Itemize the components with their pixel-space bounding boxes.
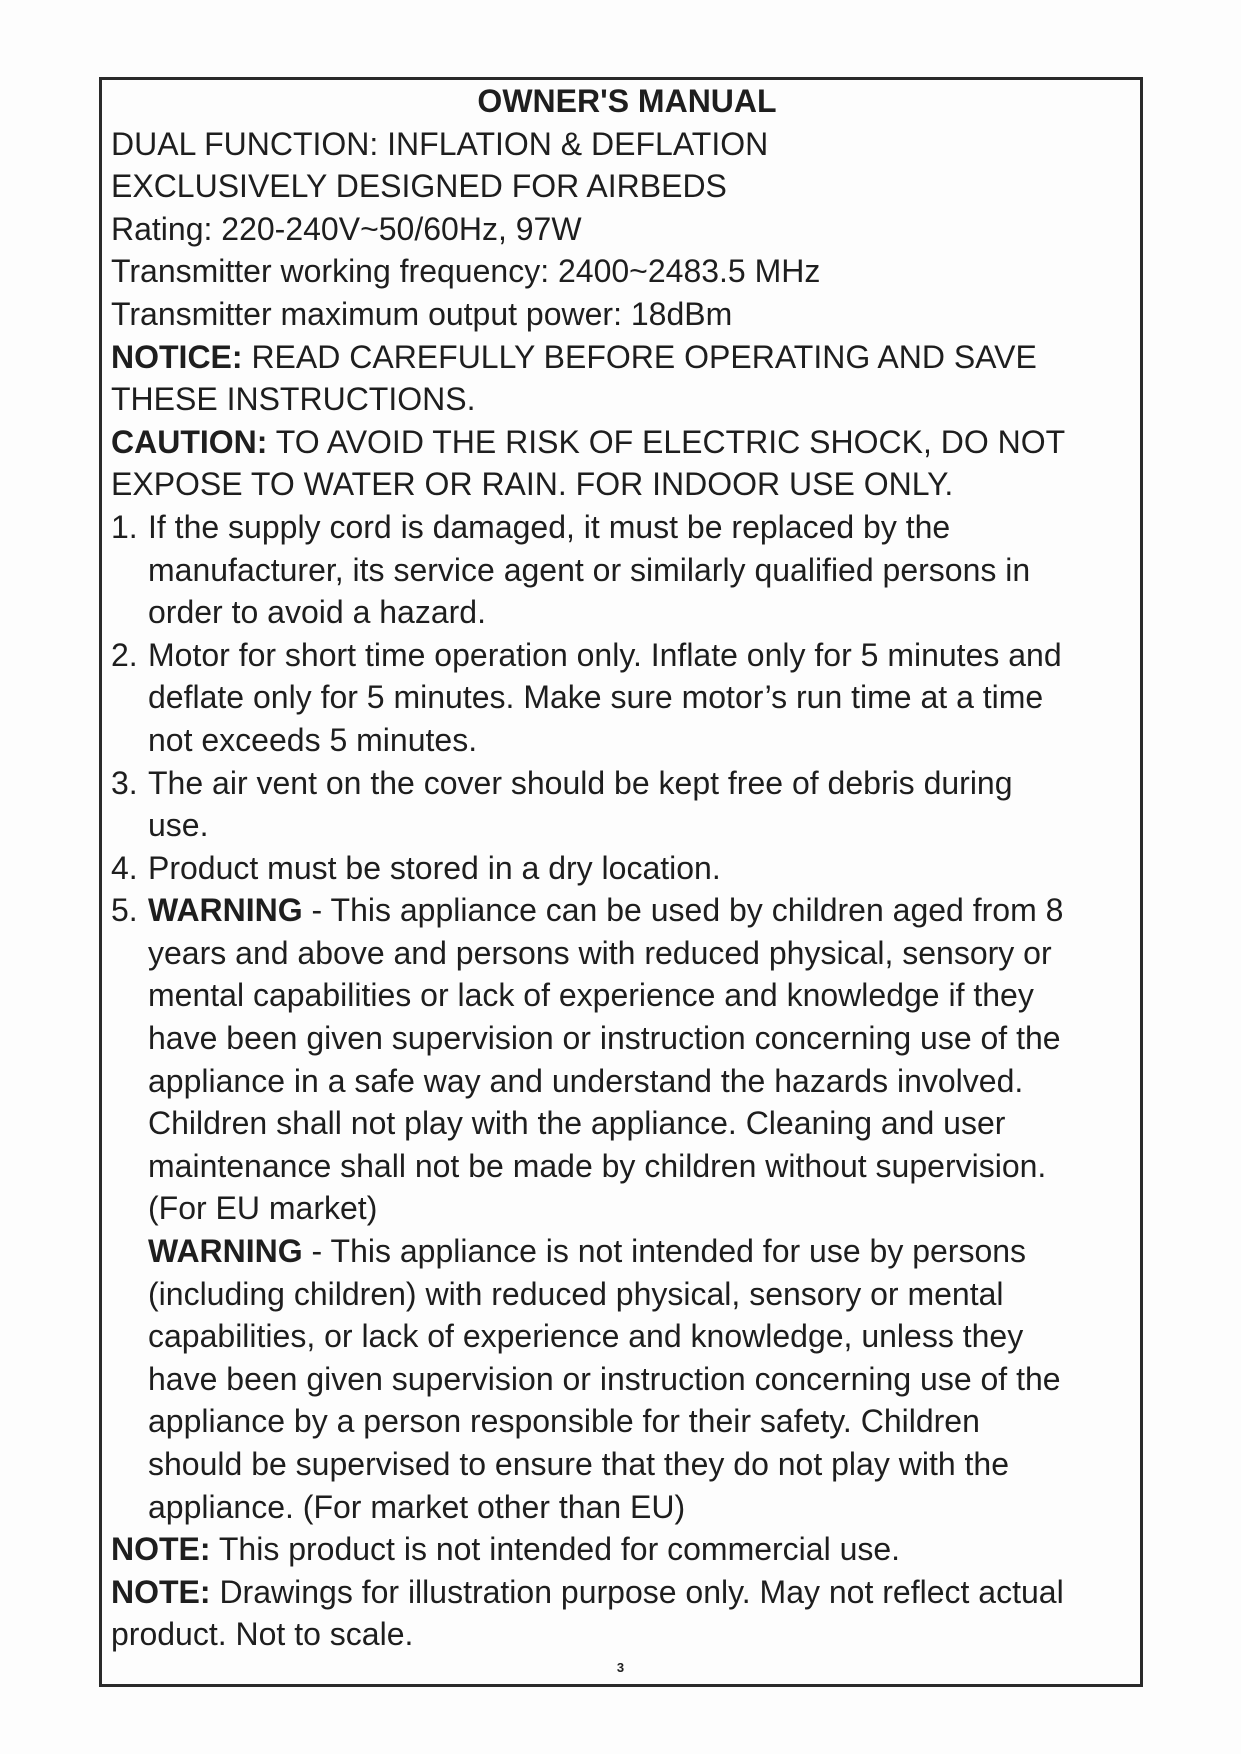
caution-line-1 <box>111 421 1136 464</box>
caution-line-2: EXPOSE TO WATER OR RAIN. FOR INDOOR USE ONLY. <box>111 466 954 503</box>
item-text-line: manufacturer, its service agent or similarly qualified persons in <box>148 551 1031 588</box>
note-text: This product is not intended for commercial use. <box>210 1531 901 1568</box>
item-text-line: years and above and persons with reduced physical, sensory or <box>148 934 1052 971</box>
manual-content <box>111 80 1136 1656</box>
item-text-line: appliance by a person responsible for their safety. Children <box>148 1403 980 1440</box>
warning-label: WARNING <box>148 892 303 929</box>
caution-text: TO AVOID THE RISK OF ELECTRIC SHOCK, DO NOT <box>267 423 1066 460</box>
page-number: 3 <box>616 1660 625 1675</box>
item-text-line: If the supply cord is damaged, it must be replaced by the <box>148 508 951 545</box>
transmitter-frequency-line: Transmitter working frequency: 2400~2483.5 MHz <box>111 253 821 290</box>
item-text-line: deflate only for 5 minutes. Make sure motor’s run time at a time <box>148 679 1044 716</box>
item-text-line: use. <box>148 807 209 844</box>
designed-for-line: EXCLUSIVELY DESIGNED FOR AIRBEDS <box>111 168 727 205</box>
item-text-line: Product must be stored in a dry location. <box>148 849 721 886</box>
item-text-line: capabilities, or lack of experience and knowledge, unless they <box>148 1318 1024 1355</box>
item-text-line: (including children) with reduced physical, sensory or mental <box>148 1275 1004 1312</box>
list-item <box>111 762 1136 847</box>
notice-line-1 <box>111 336 1136 379</box>
item-number: 5. <box>111 892 138 929</box>
list-item <box>111 634 1136 762</box>
item-text-line: should be supervised to ensure that they do not play with the <box>148 1446 1009 1482</box>
dual-function-line: DUAL FUNCTION: INFLATION & DEFLATION <box>111 125 769 162</box>
warning-label: WARNING <box>148 1233 303 1270</box>
item-number: 3. <box>111 764 138 801</box>
list-item-warnings <box>111 889 1136 1528</box>
transmitter-power-line: Transmitter maximum output power: 18dBm <box>111 295 733 332</box>
note-drawings-line-1 <box>111 1571 1136 1614</box>
item-text-line: have been given supervision or instruction concerning use of the <box>148 1020 1061 1057</box>
item-text-line: have been given supervision or instruction concerning use of the <box>148 1360 1061 1397</box>
note-label: NOTE: <box>111 1531 211 1568</box>
note-text: Drawings for illustration purpose only. May not reflect actual <box>210 1573 1064 1610</box>
note-label: NOTE: <box>111 1573 211 1610</box>
item-text-line: appliance. (For market other than EU) <box>148 1488 686 1525</box>
note-drawings-line-2: product. Not to scale. <box>111 1616 414 1653</box>
item-number: 2. <box>111 636 138 673</box>
item-text-line: The air vent on the cover should be kept free of debris during <box>148 764 1013 801</box>
item-text-line: order to avoid a hazard. <box>148 594 486 631</box>
warning-eu-first-line <box>148 889 1136 932</box>
item-text-line: mental capabilities or lack of experience and knowledge if they <box>148 977 1034 1014</box>
warning-non-eu-first-line <box>148 1230 1136 1273</box>
item-text-line: maintenance shall not be made by children without supervision. <box>148 1147 1047 1184</box>
item-text-line: Children shall not play with the appliance. Cleaning and user <box>148 1105 1006 1142</box>
note-commercial-line <box>111 1528 1136 1571</box>
notice-label: NOTICE: <box>111 338 243 375</box>
manual-title: OWNER'S MANUAL <box>477 83 777 119</box>
warning-text: - This appliance can be used by children aged from 8 <box>302 892 1064 929</box>
item-text-line: not exceeds 5 minutes. <box>148 721 478 758</box>
list-item <box>111 506 1136 634</box>
notice-line-2: THESE INSTRUCTIONS. <box>111 381 476 418</box>
item-text-line: (For EU market) <box>148 1190 378 1227</box>
item-number: 4. <box>111 849 138 886</box>
notice-text: READ CAREFULLY BEFORE OPERATING AND SAVE <box>242 338 1037 375</box>
item-text-line: Motor for short time operation only. Inflate only for 5 minutes and <box>148 636 1062 673</box>
item-number: 1. <box>111 508 138 545</box>
item-text-line: appliance in a safe way and understand the hazards involved. <box>148 1062 1024 1099</box>
list-item <box>111 847 1136 890</box>
warning-text: - This appliance is not intended for use by persons <box>302 1233 1027 1270</box>
caution-label: CAUTION: <box>111 423 268 460</box>
rating-line: Rating: 220-240V~50/60Hz, 97W <box>111 210 582 247</box>
